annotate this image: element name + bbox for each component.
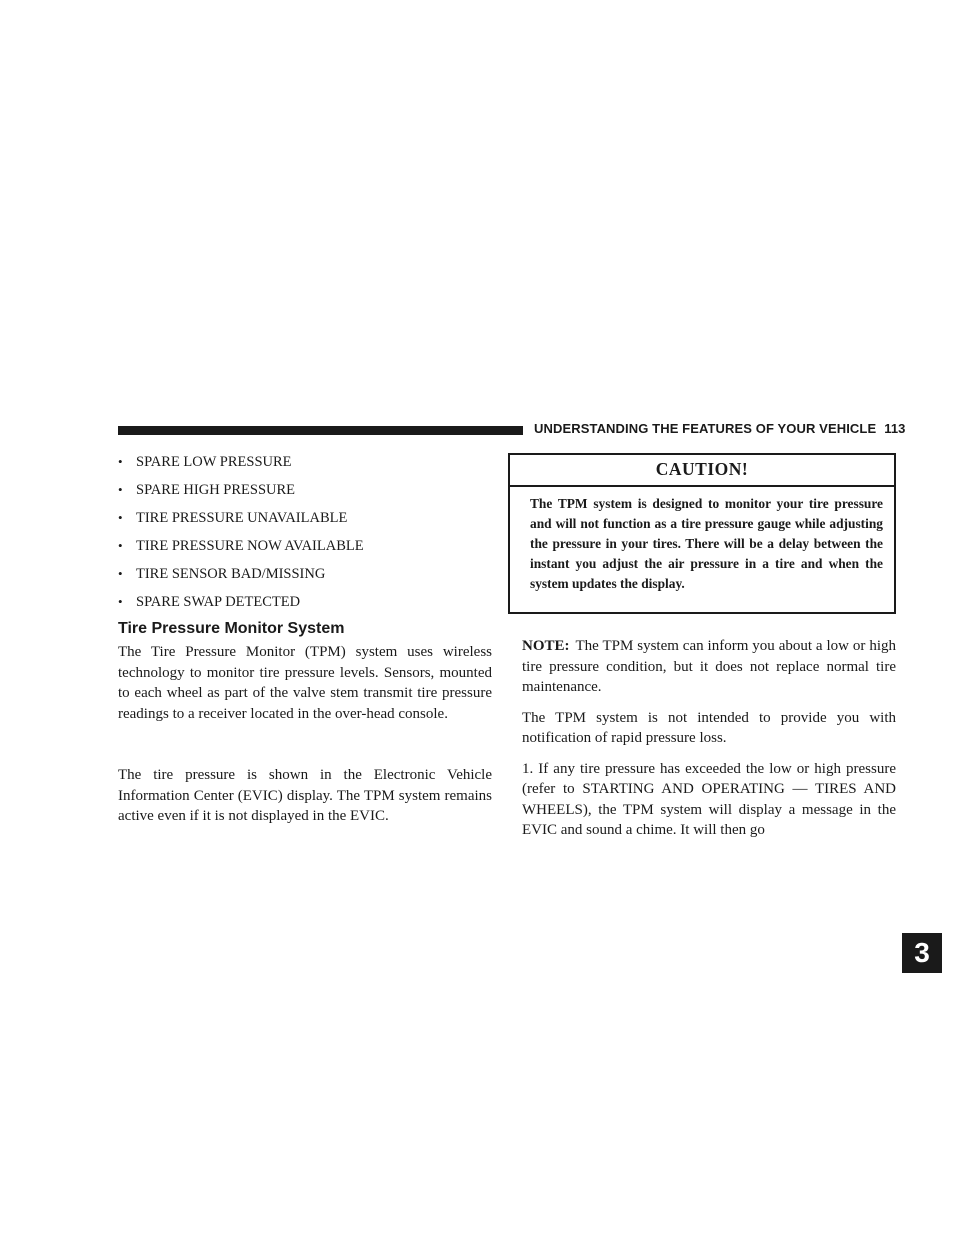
note-paragraph	[522, 636, 896, 698]
right-paragraph-1: The TPM system is not intended to provide you with notification of rapid pressure loss.	[522, 709, 896, 746]
running-header	[534, 421, 906, 436]
list-item: • SPARE HIGH PRESSURE	[118, 480, 492, 508]
chapter-tab: 3	[902, 933, 942, 973]
section-paragraph-1: The Tire Pressure Monitor (TPM) system uses wireless technology to monitor tire pressure levels. Sensors, mounted to each wheel as part of the valve stem transmit tire pressure readings to a receiver located in the over-head console.	[118, 644, 492, 722]
list-item: • SPARE LOW PRESSURE	[118, 452, 492, 480]
bullet-icon: •	[118, 566, 123, 581]
caution-box	[508, 453, 896, 614]
section-paragraph-2: The tire pressure is shown in the Electronic Vehicle Information Center (EVIC) display. The TPM system remains active even if it is not displayed in the EVIC.	[118, 767, 492, 824]
list-item: • TIRE PRESSURE NOW AVAILABLE	[118, 536, 492, 564]
caution-body: The TPM system is designed to monitor your tire pressure and will not function as a tire pressure gauge while adjusting the pressure in your tires. There will be a delay between the instant you adjust the air pressure in a tire and when the system updates the display.	[530, 496, 883, 591]
list-item: • TIRE PRESSURE UNAVAILABLE	[118, 508, 492, 536]
bullet-icon: •	[118, 454, 123, 469]
caution-title: CAUTION!	[510, 455, 894, 487]
note-label: NOTE:	[522, 638, 570, 654]
header-bar	[118, 426, 523, 435]
page-number: 113	[884, 421, 906, 436]
list-item: • SPARE SWAP DETECTED	[118, 592, 492, 620]
right-column	[522, 636, 896, 851]
note-text: The TPM system can inform you about a low or high tire pressure condition, but it does not replace normal tire maintenance.	[522, 638, 896, 695]
section-heading: Tire Pressure Monitor System	[118, 620, 345, 637]
right-paragraph-2: 1. If any tire pressure has exceeded the low or high pressure (refer to STARTING AND OPERATING — TIRES AND WHEELS), the TPM system will display a message in the EVIC and sound a chime. It will then go	[522, 760, 896, 838]
header-title: UNDERSTANDING THE FEATURES OF YOUR VEHICLE	[534, 421, 877, 436]
bullet-icon: •	[118, 594, 123, 609]
bullet-icon: •	[118, 510, 123, 525]
left-column	[118, 452, 492, 824]
bullet-icon: •	[118, 482, 123, 497]
list-item: • TIRE SENSOR BAD/MISSING	[118, 564, 492, 592]
message-list	[118, 452, 492, 620]
bullet-icon: •	[118, 538, 123, 553]
